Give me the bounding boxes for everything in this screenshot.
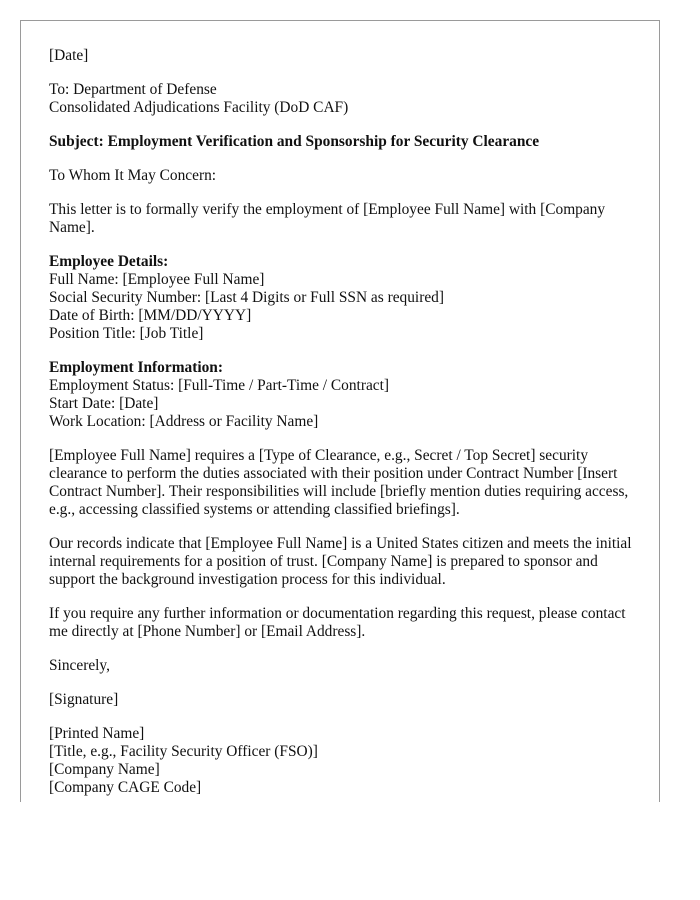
employee-details-section	[49, 253, 639, 343]
employee-detail-ssn: Social Security Number: [Last 4 Digits or Full SSN as required]	[49, 289, 444, 306]
employment-info-status: Employment Status: [Full-Time / Part-Time / Contract]	[49, 377, 390, 394]
employee-detail-position: Position Title: [Job Title]	[49, 325, 204, 342]
closing: Sincerely,	[49, 657, 110, 674]
letter-content	[49, 47, 639, 802]
signoff-printed-name: [Printed Name]	[49, 725, 145, 742]
employment-info-start-date: Start Date: [Date]	[49, 395, 159, 412]
employee-detail-dob: Date of Birth: [MM/DD/YYYY]	[49, 307, 252, 324]
records-paragraph: Our records indicate that [Employee Full Name] is a United States citizen and meets the initial internal requirements for a position of trust. [Company Name] is prepared to sponsor and support the background investigation process for this individual.	[49, 535, 632, 588]
recipient-block	[49, 81, 639, 117]
intro-paragraph: This letter is to formally verify the employment of [Employee Full Name] with [Company Name].	[49, 201, 606, 236]
letter-page	[20, 20, 660, 802]
employee-detail-full-name: Full Name: [Employee Full Name]	[49, 271, 265, 288]
contact-paragraph: If you require any further information or documentation regarding this request, please contact me directly at [Phone Number] or [Email Address].	[49, 605, 626, 640]
employment-info-location: Work Location: [Address or Facility Name]	[49, 413, 319, 430]
employment-info-section	[49, 359, 639, 431]
employment-info-heading: Employment Information:	[49, 359, 223, 376]
signoff-cage-code: [Company CAGE Code]	[49, 779, 202, 796]
salutation: To Whom It May Concern:	[49, 167, 217, 184]
signoff-title: [Title, e.g., Facility Security Officer (FSO)]	[49, 743, 318, 760]
employee-details-heading: Employee Details:	[49, 253, 169, 270]
recipient-line-2: Consolidated Adjudications Facility (DoD CAF)	[49, 99, 349, 116]
clearance-paragraph: [Employee Full Name] requires a [Type of Clearance, e.g., Secret / Top Secret] security clearance to perform the duties associated with their position under Contract Number [Insert Contract Number]. Their responsibilities will include [briefly mention duties requiring access, e.g., accessing classified systems or attending classified briefings].	[49, 447, 629, 518]
signoff-company-name: [Company Name]	[49, 761, 160, 778]
signoff-block	[49, 725, 639, 797]
recipient-line-1: To: Department of Defense	[49, 81, 217, 98]
subject-line: Subject: Employment Verification and Sponsorship for Security Clearance	[49, 133, 540, 150]
letter-date: [Date]	[49, 47, 89, 64]
signature-placeholder: [Signature]	[49, 691, 119, 708]
